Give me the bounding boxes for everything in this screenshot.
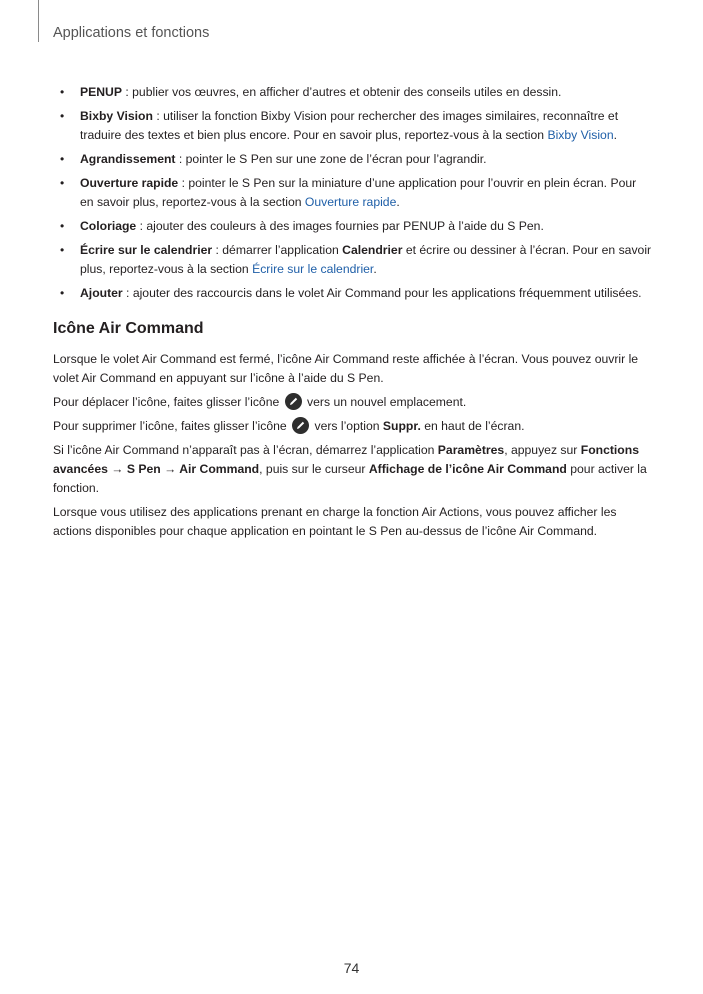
- bullet-icon: •: [60, 85, 65, 99]
- paragraph-text: Pour supprimer l’icône, faites glisser l’icône: [53, 419, 291, 433]
- bullet-icon: •: [60, 219, 65, 233]
- feature-list: [53, 83, 653, 308]
- bullet-icon: •: [60, 243, 65, 257]
- list-item: [53, 174, 653, 212]
- paragraph-text: , puis sur le curseur: [259, 462, 369, 476]
- link-ouverture-rapide[interactable]: Ouverture rapide: [304, 195, 397, 209]
- paragraph: Lorsque vous utilisez des applications prenant en charge la fonction Air Actions, vous pouvez afficher les actions disponibles pour chaque application en pointant le S Pen au-dessus de l’icône Air Command.: [53, 505, 617, 538]
- item-text: : publier vos œuvres, en afficher d’autres et obtenir des conseils utiles en dessin.: [122, 85, 562, 99]
- setting-toggle-name: Affichage de l’icône Air Command: [368, 462, 567, 476]
- list-item: [53, 83, 653, 102]
- item-term: Ajouter: [80, 286, 123, 300]
- item-text: : ajouter des raccourcis dans le volet Air Command pour les applications fréquemment utilisées.: [122, 286, 642, 300]
- option-suppr: Suppr.: [382, 419, 421, 433]
- item-term: Agrandissement: [80, 152, 176, 166]
- paragraph-move-icon: [53, 393, 648, 412]
- bullet-icon: •: [60, 109, 65, 123]
- item-text-end: .: [396, 195, 400, 209]
- link-bixby-vision[interactable]: Bixby Vision: [547, 128, 614, 142]
- item-term: PENUP: [80, 85, 122, 99]
- paragraph-text: , appuyez sur: [504, 443, 581, 457]
- item-term: Coloriage: [80, 219, 137, 233]
- paragraph-text: vers un nouvel emplacement.: [303, 395, 467, 409]
- list-item: [53, 107, 653, 145]
- paragraph-text: en haut de l’écran.: [420, 419, 525, 433]
- list-item: [53, 284, 653, 303]
- app-parametres: Paramètres: [437, 443, 505, 457]
- paragraph-text: vers l’option: [311, 419, 383, 433]
- page-number: 74: [343, 960, 360, 976]
- paragraph: Lorsque le volet Air Command est fermé, l’icône Air Command reste affichée à l’écran. Vous pouvez ouvrir le volet Air Command en appuyant sur l’icône à l’aide du S Pen.: [53, 352, 639, 385]
- item-term: Écrire sur le calendrier: [80, 243, 213, 257]
- paragraph-text: Pour déplacer l’icône, faites glisser l’icône: [53, 395, 283, 409]
- bullet-icon: •: [60, 176, 65, 190]
- list-item: [53, 241, 653, 279]
- item-text-end: .: [373, 262, 377, 276]
- list-item: [53, 150, 653, 169]
- item-term-app: Calendrier: [342, 243, 403, 257]
- paragraph-text: pour activer la fonction.: [53, 462, 647, 495]
- bullet-icon: •: [60, 286, 65, 300]
- item-text-end: .: [613, 128, 618, 142]
- paragraph-settings: [53, 441, 648, 498]
- air-command-pen-icon: [285, 393, 302, 410]
- item-text: : démarrer l’application: [212, 243, 343, 257]
- settings-path: Fonctions avancées → S Pen → Air Command: [53, 443, 639, 476]
- item-text: : pointer le S Pen sur la miniature d’une application pour l’ouvrir en plein écran. Pour en savoir plus, reportez-vous à la section: [80, 176, 637, 209]
- section-body: [53, 350, 648, 546]
- running-header: Applications et fonctions: [53, 25, 210, 41]
- link-ecrire-calendrier[interactable]: Écrire sur le calendrier: [252, 262, 374, 276]
- item-text: : ajouter des couleurs à des images fournies par PENUP à l’aide du S Pen.: [136, 219, 544, 233]
- list-item: [53, 217, 653, 236]
- item-text: : pointer le S Pen sur une zone de l’écran pour l’agrandir.: [175, 152, 487, 166]
- section-title: Icône Air Command: [53, 320, 204, 337]
- item-text: : utiliser la fonction Bixby Vision pour rechercher des images similaires, reconnaître et traduire des textes et bien plus encore. Pour en savoir plus, reportez-vous à la section: [80, 109, 619, 142]
- paragraph-text: Si l’icône Air Command n’apparaît pas à l’écran, démarrez l’application: [53, 443, 438, 457]
- paragraph-delete-icon: [53, 417, 648, 436]
- air-command-pen-icon: [292, 417, 309, 434]
- item-term: Bixby Vision: [80, 109, 153, 123]
- header-rule: [38, 0, 39, 42]
- item-text-2: et écrire ou dessiner à l’écran. Pour en savoir plus, reportez-vous à la section: [80, 243, 652, 276]
- item-term: Ouverture rapide: [80, 176, 179, 190]
- bullet-icon: •: [60, 152, 65, 166]
